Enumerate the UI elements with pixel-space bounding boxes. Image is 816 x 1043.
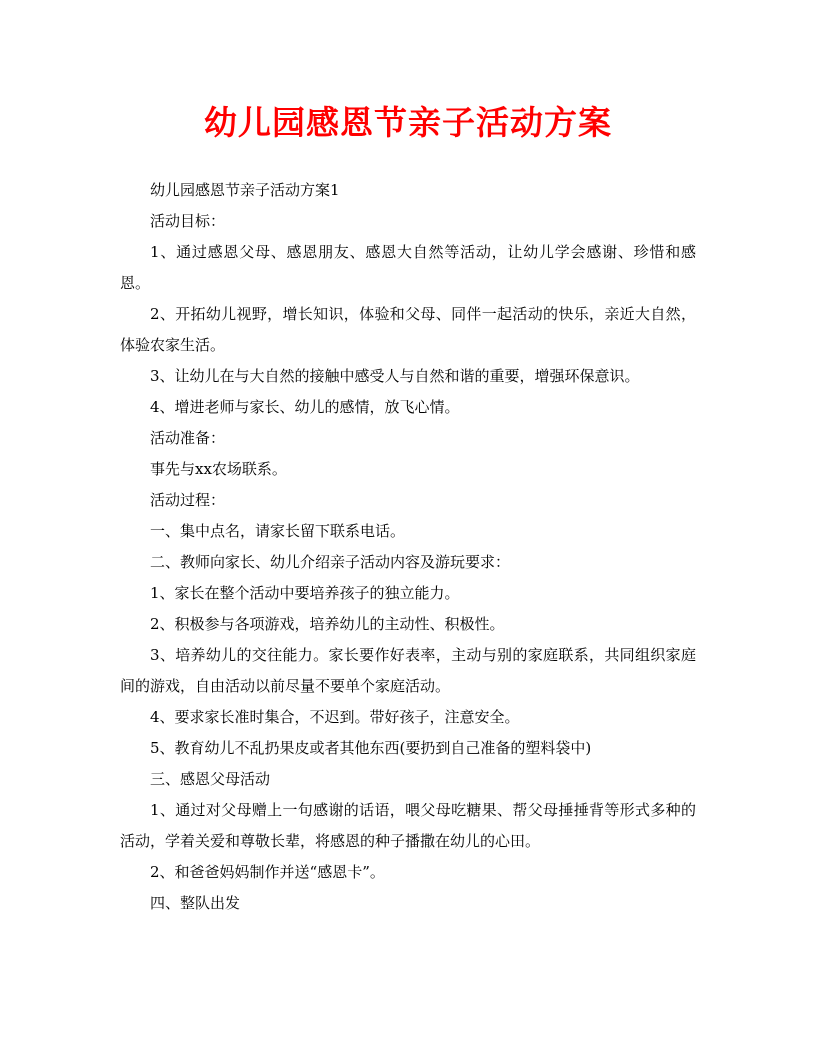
paragraph-goal-2: 2、开拓幼儿视野，增长知识，体验和父母、同伴一起活动的快乐，亲近大自然，体验农家生活。 bbox=[120, 305, 696, 354]
paragraph-goals-heading: 活动目标： bbox=[150, 212, 226, 230]
paragraph-prep-1: 事先与xx农场联系。 bbox=[150, 460, 287, 478]
paragraph-requirement-1: 1、家长在整个活动中要培养孩子的独立能力。 bbox=[150, 584, 460, 602]
paragraph-goal-1: 1、通过感恩父母、感恩朋友、感恩大自然等活动，让幼儿学会感谢、珍惜和感恩。 bbox=[120, 243, 696, 292]
document-title: 幼儿园感恩节亲子活动方案 bbox=[204, 103, 612, 142]
paragraph-requirement-4: 4、要求家长准时集合，不迟到。带好孩子，注意安全。 bbox=[150, 708, 520, 726]
paragraph-subtitle: 幼儿园感恩节亲子活动方案1 bbox=[150, 181, 340, 199]
paragraph-process-heading: 活动过程： bbox=[150, 491, 226, 509]
paragraph-requirement-5: 5、教育幼儿不乱扔果皮或者其他东西(要扔到自己准备的塑料袋中) bbox=[150, 739, 592, 757]
paragraph-prep-heading: 活动准备： bbox=[150, 429, 226, 447]
paragraph-process-1: 一、集中点名，请家长留下联系电话。 bbox=[150, 522, 406, 540]
paragraph-goal-4: 4、增进老师与家长、幼儿的感情，放飞心情。 bbox=[150, 398, 460, 416]
paragraph-process-3: 三、感恩父母活动 bbox=[150, 770, 271, 788]
paragraph-gratitude-1: 1、通过对父母赠上一句感谢的话语，喂父母吃糖果、帮父母捶捶背等形式多种的活动，学着关爱和尊敬长辈，将感恩的种子播撒在幼儿的心田。 bbox=[120, 801, 696, 850]
paragraph-process-2: 二、教师向家长、幼儿介绍亲子活动内容及游玩要求： bbox=[150, 553, 511, 571]
paragraph-goal-3: 3、让幼儿在与大自然的接触中感受人与自然和谐的重要，增强环保意识。 bbox=[150, 367, 640, 385]
paragraph-requirement-3: 3、培养幼儿的交往能力。家长要作好表率，主动与别的家庭联系，共同组织家庭间的游戏，自由活动以前尽量不要单个家庭活动。 bbox=[120, 646, 696, 695]
document-body bbox=[120, 175, 696, 919]
paragraph-requirement-2: 2、积极参与各项游戏，培养幼儿的主动性、积极性。 bbox=[150, 615, 505, 633]
paragraph-gratitude-2: 2、和爸爸妈妈制作并送“感恩卡”。 bbox=[150, 863, 385, 881]
paragraph-process-4: 四、整队出发 bbox=[150, 894, 241, 912]
